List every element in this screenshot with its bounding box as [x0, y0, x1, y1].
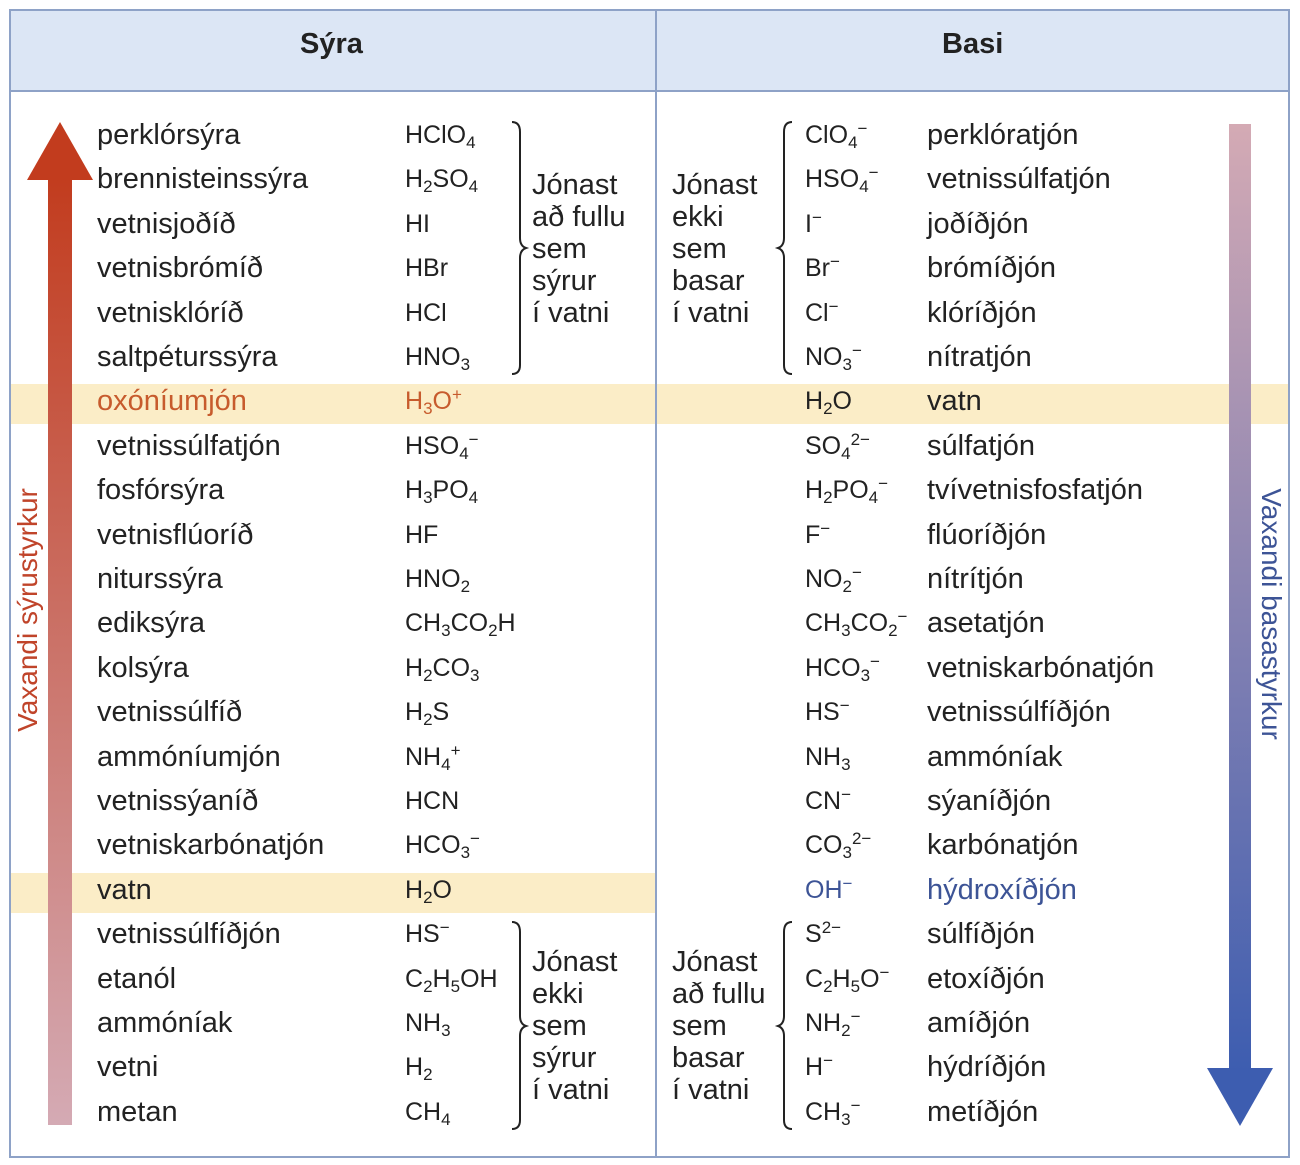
- formula-part: 2: [841, 1021, 851, 1040]
- formula-part: 3: [460, 355, 471, 374]
- formula-part: OH: [805, 875, 843, 904]
- formula-part: NO: [805, 565, 843, 593]
- base-formula: [805, 829, 872, 863]
- formula-part: HBr: [405, 254, 449, 283]
- formula-part: HI: [405, 209, 430, 238]
- formula-part: 4: [441, 754, 451, 774]
- base-formula: [805, 696, 850, 727]
- formula-part: H: [805, 387, 824, 416]
- base-formula: [805, 918, 842, 949]
- acid-name: etanól: [97, 962, 177, 995]
- base-name: perklóratjón: [927, 119, 1079, 151]
- formula-part: H: [405, 698, 424, 727]
- formula-part: −: [870, 651, 880, 671]
- base-name: nítrítjón: [927, 563, 1024, 595]
- formula-part: H: [805, 1053, 824, 1082]
- formula-part: −: [879, 962, 890, 982]
- acid-name: vetnisbrómíð: [97, 252, 264, 285]
- formula-part: 4: [868, 488, 879, 508]
- formula-part: CO: [805, 831, 843, 860]
- acid-name: vetniskarbónatjón: [97, 829, 325, 862]
- base-formula: [805, 962, 890, 996]
- formula-part: −: [851, 563, 862, 582]
- formula-part: −: [828, 296, 839, 316]
- formula-part: 3: [841, 754, 851, 774]
- formula-part: HSO: [405, 431, 460, 460]
- base-name: nítratjón: [927, 341, 1032, 373]
- formula-part: HCl: [405, 298, 447, 327]
- formula-part: H: [405, 1053, 424, 1082]
- formula-part: H: [805, 476, 824, 505]
- acid-name: ammóníak: [97, 1007, 233, 1039]
- base-strength-label: Vaxandi basastyrkur: [1256, 488, 1287, 740]
- base-top-brace: [778, 122, 792, 374]
- formula-part: 2: [423, 177, 433, 197]
- formula-part: HNO: [405, 343, 461, 371]
- formula-part: SO: [432, 165, 469, 194]
- base-formula: [805, 607, 908, 641]
- formula-part: 3: [441, 1021, 451, 1040]
- acid-name: vetni: [97, 1051, 159, 1084]
- formula-part: 2: [423, 887, 433, 907]
- formula-part: PO: [432, 476, 469, 505]
- acid-formula: [405, 121, 476, 152]
- formula-part: O: [860, 964, 880, 993]
- base-bottom-brace: [778, 922, 792, 1129]
- formula-part: HS: [405, 920, 440, 949]
- base-name: joðíðjón: [927, 207, 1029, 240]
- base-bottom-group-label: Jónast að fullu sem basar í vatni: [672, 946, 766, 1106]
- formula-part: NH: [805, 1009, 842, 1037]
- formula-part: Br: [805, 254, 830, 283]
- formula-part: C: [405, 964, 424, 993]
- formula-part: H: [405, 387, 424, 416]
- formula-part: CO: [850, 609, 889, 638]
- formula-part: 2−: [851, 829, 872, 849]
- base-name: vetnissúlfatjón: [927, 163, 1111, 196]
- formula-part: 3: [460, 843, 471, 863]
- formula-part: −: [439, 918, 450, 938]
- formula-part: 2: [823, 399, 833, 419]
- formula-part: 2: [823, 488, 833, 508]
- formula-part: I: [805, 209, 812, 238]
- base-formula: [805, 518, 831, 549]
- base-name: flúoríðjón: [927, 518, 1047, 551]
- formula-part: CH: [805, 1097, 842, 1126]
- formula-part: CH: [405, 1097, 442, 1126]
- base-formula: [805, 1051, 833, 1082]
- formula-part: −: [811, 207, 822, 227]
- formula-part: Cl: [805, 298, 829, 327]
- base-name: metíðjón: [927, 1095, 1039, 1128]
- acid-formula: [405, 1053, 433, 1085]
- base-name: brómíðjón: [927, 252, 1056, 285]
- formula-part: 3: [841, 621, 851, 641]
- acid-formula: [405, 298, 447, 327]
- formula-part: S: [432, 698, 450, 727]
- acid-formula: [405, 565, 471, 596]
- acid-strength-label: Vaxandi sýrustyrkur: [12, 488, 43, 732]
- base-name: ammóníak: [927, 740, 1063, 773]
- base-formula: [805, 163, 879, 197]
- acid-name: ammóníumjón: [97, 740, 281, 773]
- base-formula: [805, 1007, 861, 1040]
- acid-name: vetnisjoðíð: [97, 207, 236, 240]
- acid-name: ediksýra: [97, 607, 205, 640]
- acid-top-group-label: Jónast að fullu sem sýrur í vatni: [532, 169, 626, 329]
- acid-formula: [405, 740, 461, 774]
- base-name: tvívetnisfosfatjón: [927, 474, 1143, 507]
- formula-part: −: [857, 119, 868, 138]
- acid-formula: [405, 165, 479, 197]
- formula-part: H: [432, 964, 451, 993]
- formula-part: 4: [859, 177, 869, 197]
- formula-part: −: [878, 474, 889, 494]
- base-formula: [805, 785, 852, 815]
- formula-part: F: [805, 520, 821, 549]
- acid-name: vetnissúlfatjón: [97, 429, 281, 462]
- acid-formula: [405, 209, 430, 238]
- formula-part: PO: [832, 476, 869, 505]
- formula-part: 2: [460, 577, 471, 596]
- formula-part: 2: [423, 710, 433, 730]
- formula-part: NH: [405, 1009, 442, 1037]
- formula-part: 4: [459, 443, 469, 463]
- acid-name: vetnissúlfíð: [97, 696, 243, 729]
- formula-part: HCO: [805, 653, 861, 682]
- formula-part: −: [850, 1007, 861, 1026]
- formula-part: NH: [405, 742, 442, 771]
- formula-part: 2: [823, 976, 833, 996]
- acid-formula: [405, 1009, 451, 1040]
- base-formula: [805, 1095, 861, 1129]
- acid-formula: [405, 789, 459, 814]
- base-name: amíðjón: [927, 1007, 1031, 1039]
- formula-part: 4: [848, 133, 858, 152]
- base-name: súlfíðjón: [927, 918, 1036, 951]
- base-formula: [805, 651, 880, 685]
- formula-part: −: [868, 163, 879, 183]
- formula-part: 4: [841, 443, 851, 463]
- formula-part: −: [851, 341, 862, 360]
- base-formula: [805, 429, 870, 463]
- acid-name: vatn: [97, 873, 152, 906]
- base-top-group-label: Jónast ekki sem basar í vatni: [672, 169, 758, 329]
- formula-part: 2: [488, 621, 498, 641]
- acid-formula: [405, 385, 462, 419]
- acid-name: kolsýra: [97, 651, 189, 684]
- formula-part: CO: [450, 609, 489, 638]
- acid-top-brace: [512, 122, 526, 374]
- acid-name: oxóníumjón: [97, 385, 247, 418]
- formula-part: CN: [805, 787, 842, 815]
- formula-part: ClO: [805, 121, 849, 149]
- base-name: vatn: [927, 385, 982, 418]
- acid-formula: [405, 343, 471, 374]
- base-name: hýdroxíðjón: [927, 873, 1077, 906]
- formula-part: −: [841, 785, 852, 804]
- acid-name: fosfórsýra: [97, 474, 225, 507]
- acid-formula: [405, 1097, 451, 1129]
- acid-name: vetnissýaníð: [97, 785, 259, 817]
- base-formula: [805, 563, 862, 596]
- formula-part: 5: [450, 976, 461, 996]
- formula-part: 4: [466, 133, 476, 152]
- formula-part: +: [450, 740, 461, 760]
- formula-part: 4: [441, 1109, 451, 1129]
- formula-part: H: [405, 165, 424, 194]
- formula-part: HSO: [805, 165, 860, 194]
- base-name: vetniskarbónatjón: [927, 651, 1155, 684]
- acid-bottom-brace: [512, 922, 526, 1129]
- formula-part: HS: [805, 698, 840, 727]
- acid-formula: [405, 653, 480, 685]
- formula-part: HCN: [405, 787, 460, 815]
- formula-part: 3: [423, 399, 433, 419]
- formula-part: C: [805, 964, 824, 993]
- formula-part: −: [842, 873, 853, 893]
- acid-formula: [405, 256, 448, 281]
- acid-formula: [405, 429, 479, 463]
- formula-part: −: [823, 1051, 833, 1071]
- formula-part: 3: [423, 488, 433, 508]
- formula-part: NO: [805, 343, 843, 371]
- acid-name: vetnissúlfíðjón: [97, 918, 281, 951]
- formula-part: CH: [805, 609, 842, 638]
- formula-part: O: [432, 387, 452, 416]
- formula-part: 3: [842, 355, 852, 374]
- formula-part: CO: [432, 653, 471, 682]
- acid-name: brennisteinssýra: [97, 163, 309, 196]
- base-name: hýdríðjón: [927, 1051, 1047, 1084]
- formula-part: −: [839, 696, 850, 716]
- formula-part: 2: [423, 1065, 433, 1085]
- formula-part: 3: [470, 665, 480, 685]
- formula-part: SO: [805, 431, 842, 460]
- base-name: etoxíðjón: [927, 962, 1045, 995]
- acid-formula: [405, 520, 439, 549]
- base-formula: [805, 474, 889, 508]
- formula-part: 3: [860, 665, 871, 685]
- formula-part: 3: [441, 621, 451, 641]
- acid-formula: [405, 609, 516, 641]
- formula-part: 5: [850, 976, 861, 996]
- acid-formula: [405, 875, 452, 907]
- acid-column-title: Sýra: [300, 28, 363, 60]
- formula-part: O: [432, 875, 452, 904]
- base-name: asetatjón: [927, 607, 1045, 640]
- acid-formula: [405, 829, 480, 863]
- base-formula: [805, 119, 868, 152]
- formula-part: H: [405, 653, 424, 682]
- formula-part: −: [468, 429, 479, 449]
- base-column-title: Basi: [942, 28, 1004, 60]
- acid-name: vetnisflúoríð: [97, 518, 254, 551]
- formula-part: H: [405, 476, 424, 505]
- base-formula: [805, 341, 862, 374]
- formula-part: NH: [805, 742, 842, 771]
- formula-part: −: [470, 829, 480, 849]
- formula-part: 2: [888, 621, 898, 641]
- formula-part: 2−: [821, 918, 842, 938]
- base-name: sýaníðjón: [927, 785, 1052, 817]
- base-formula: [805, 296, 839, 327]
- acid-name: perklórsýra: [97, 119, 241, 151]
- base-name: klóríðjón: [927, 296, 1037, 329]
- acid-formula: [405, 964, 498, 996]
- base-formula: [805, 207, 822, 238]
- formula-part: 4: [468, 488, 479, 508]
- formula-part: S: [805, 920, 822, 949]
- formula-part: −: [830, 252, 840, 272]
- formula-part: CH: [405, 609, 442, 638]
- formula-part: 4: [468, 177, 479, 197]
- formula-part: 2: [842, 577, 852, 596]
- formula-part: H: [497, 609, 516, 638]
- formula-part: 3: [842, 843, 852, 863]
- formula-part: −: [820, 518, 831, 538]
- acid-name: vetnisklóríð: [97, 296, 244, 329]
- base-formula: [805, 873, 853, 904]
- formula-part: OH: [460, 964, 498, 993]
- base-name: karbónatjón: [927, 829, 1079, 862]
- acid-name: saltpéturssýra: [97, 341, 278, 373]
- formula-part: 2−: [850, 429, 870, 449]
- base-formula: [805, 252, 840, 283]
- base-formula: [805, 742, 851, 774]
- acid-formula: [405, 698, 450, 730]
- formula-part: HF: [405, 520, 439, 549]
- acid-name: metan: [97, 1095, 178, 1128]
- acid-formula: [405, 918, 450, 949]
- formula-part: +: [451, 385, 462, 405]
- formula-part: 2: [423, 665, 433, 685]
- formula-part: H: [405, 875, 424, 904]
- formula-part: 3: [841, 1109, 851, 1129]
- formula-part: H: [832, 964, 851, 993]
- formula-part: O: [832, 387, 852, 416]
- formula-part: HCO: [405, 831, 461, 860]
- acid-name: niturssýra: [97, 563, 223, 595]
- acid-bottom-group-label: Jónast ekki sem sýrur í vatni: [532, 946, 618, 1106]
- formula-part: HNO: [405, 565, 461, 593]
- acid-formula: [405, 476, 479, 508]
- formula-part: HClO: [405, 121, 467, 149]
- formula-part: −: [897, 607, 908, 627]
- base-formula: [805, 387, 852, 419]
- formula-part: 2: [423, 976, 433, 996]
- formula-part: −: [850, 1095, 861, 1115]
- base-name: súlfatjón: [927, 429, 1036, 462]
- base-name: vetnissúlfíðjón: [927, 696, 1111, 729]
